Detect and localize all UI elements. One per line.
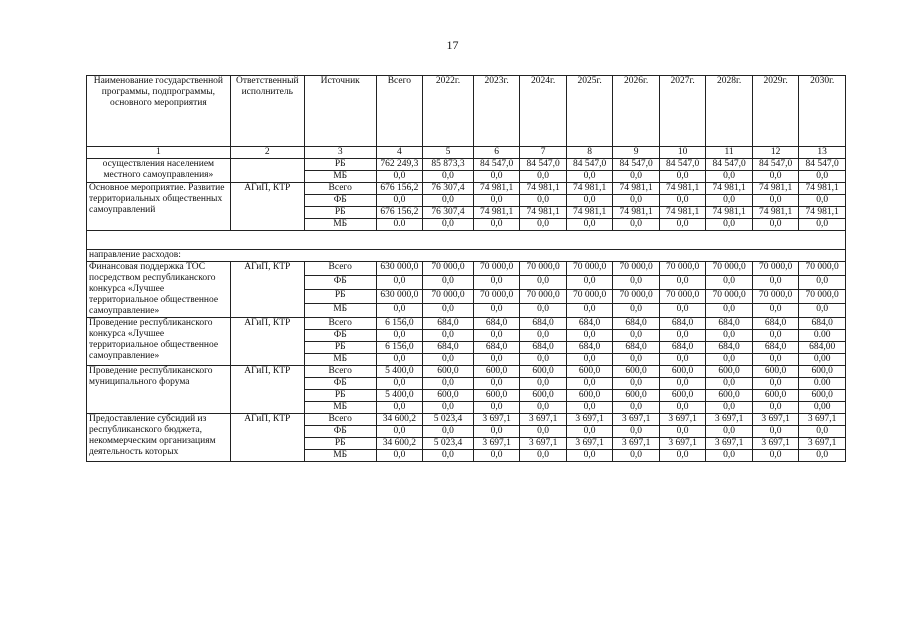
year-value: 0,0 (706, 354, 753, 366)
year-value: 74 981,1 (520, 207, 567, 219)
year-value: 0,0 (752, 450, 799, 462)
funding-source: МБ (304, 450, 376, 462)
year-value: 0,0 (423, 171, 474, 183)
total-value: 5 400,0 (376, 390, 423, 402)
year-value: 0,0 (799, 276, 846, 290)
funding-source: РБ (304, 390, 376, 402)
year-value: 684,0 (423, 342, 474, 354)
year-value: 0,0 (473, 276, 520, 290)
year-value: 76 307,4 (423, 207, 474, 219)
year-value: 0,0 (706, 450, 753, 462)
table-row (87, 318, 846, 330)
column-number: 12 (752, 147, 799, 159)
year-value: 0,0 (566, 330, 613, 342)
year-value: 74 981,1 (799, 207, 846, 219)
year-value: 0,0 (423, 195, 474, 207)
page-number: 17 (446, 38, 459, 52)
header-total: Всего (376, 76, 423, 147)
year-value: 3 697,1 (520, 414, 567, 426)
year-value: 74 981,1 (566, 183, 613, 195)
year-value: 0,0 (659, 219, 706, 231)
column-number: 8 (566, 147, 613, 159)
year-value: 0,0 (613, 330, 660, 342)
year-value: 0,0 (613, 378, 660, 390)
year-value: 0,0 (473, 354, 520, 366)
table-row (87, 414, 846, 426)
total-value: 0,0 (376, 330, 423, 342)
year-value: 74 981,1 (752, 183, 799, 195)
total-value: 34 600,2 (376, 438, 423, 450)
year-value: 0,0 (659, 195, 706, 207)
year-value: 600,0 (520, 366, 567, 378)
program-name: осуществления населением местного самоуправления» (87, 159, 231, 183)
funding-source: РБ (304, 290, 376, 304)
column-number: 11 (706, 147, 753, 159)
year-value: 0,0 (752, 171, 799, 183)
year-value: 70 000,0 (752, 290, 799, 304)
funding-source: МБ (304, 219, 376, 231)
year-value: 74 981,1 (473, 183, 520, 195)
header-year: 2026г. (613, 76, 660, 147)
total-value: 6 156,0 (376, 318, 423, 330)
total-value: 0,0 (376, 304, 423, 318)
year-value: 684,0 (566, 342, 613, 354)
year-value: 600,0 (659, 366, 706, 378)
year-value: 0,0 (473, 402, 520, 414)
year-value: 600,0 (613, 366, 660, 378)
year-value: 0,00 (799, 354, 846, 366)
year-value: 0,0 (659, 450, 706, 462)
year-value: 0,0 (706, 171, 753, 183)
year-value: 0,0 (566, 195, 613, 207)
total-value: 6 156,0 (376, 342, 423, 354)
year-value: 0,0 (423, 276, 474, 290)
funding-source: ФБ (304, 378, 376, 390)
year-value: 0,0 (613, 402, 660, 414)
year-value: 3 697,1 (752, 414, 799, 426)
year-value: 0,0 (659, 276, 706, 290)
year-value: 74 981,1 (659, 207, 706, 219)
funding-source: ФБ (304, 426, 376, 438)
year-value: 684,0 (613, 342, 660, 354)
year-value: 600,0 (799, 390, 846, 402)
program-name: Основное мероприятие. Развитие территориальных общественных самоуправлений (87, 183, 231, 231)
total-value: 630 000,0 (376, 290, 423, 304)
header-name: Наименование государственной программы, подпрограммы, основного мероприятия (87, 76, 231, 147)
total-value: 0,0 (376, 195, 423, 207)
year-value: 0,0 (752, 219, 799, 231)
header-year: 2030г. (799, 76, 846, 147)
header-year: 2022г. (423, 76, 474, 147)
year-value: 3 697,1 (473, 414, 520, 426)
year-value: 74 981,1 (706, 207, 753, 219)
year-value: 74 981,1 (473, 207, 520, 219)
header-year: 2028г. (706, 76, 753, 147)
year-value: 0,0 (659, 402, 706, 414)
year-value: 0,0 (566, 378, 613, 390)
year-value: 70 000,0 (613, 290, 660, 304)
year-value: 3 697,1 (473, 438, 520, 450)
year-value: 0,0 (752, 378, 799, 390)
year-value: 684,0 (423, 318, 474, 330)
year-value: 684,0 (473, 342, 520, 354)
column-number: 10 (659, 147, 706, 159)
year-value: 684,0 (706, 342, 753, 354)
year-value: 0,0 (706, 304, 753, 318)
year-value: 84 547,0 (752, 159, 799, 171)
year-value: 684,0 (566, 318, 613, 330)
year-value: 600,0 (566, 366, 613, 378)
direction-label: направление расходов: (87, 250, 846, 262)
program-name: Финансовая поддержка ТОС посредством республиканского конкурса «Лучшее территориальное общественное самоуправление» (87, 262, 231, 318)
budget-table (86, 75, 846, 462)
year-value: 0,0 (613, 195, 660, 207)
year-value: 600,0 (520, 390, 567, 402)
total-value: 0.0 (376, 219, 423, 231)
year-value: 0,0 (659, 426, 706, 438)
total-value: 0,0 (376, 402, 423, 414)
year-value: 684,0 (659, 318, 706, 330)
year-value: 0,0 (473, 378, 520, 390)
year-value: 0,0 (613, 304, 660, 318)
year-value: 70 000,0 (706, 290, 753, 304)
year-value: 0,0 (659, 171, 706, 183)
responsible-executor: АГиП, КТР (230, 414, 304, 462)
table-row (87, 159, 846, 171)
total-value: 0,0 (376, 276, 423, 290)
header-year: 2023г. (473, 76, 520, 147)
year-value: 0,0 (473, 426, 520, 438)
funding-source: Всего (304, 414, 376, 426)
year-value: 0,0 (752, 195, 799, 207)
year-value: 0,0 (706, 195, 753, 207)
year-value: 0,0 (473, 171, 520, 183)
total-value: 0,0 (376, 450, 423, 462)
column-number: 13 (799, 147, 846, 159)
year-value: 0,0 (423, 304, 474, 318)
column-number: 6 (473, 147, 520, 159)
funding-source: ФБ (304, 195, 376, 207)
column-number: 5 (423, 147, 474, 159)
header-responsible: Ответственный исполнитель (230, 76, 304, 147)
year-value: 74 981,1 (566, 207, 613, 219)
year-value: 3 697,1 (566, 438, 613, 450)
year-value: 600,0 (659, 390, 706, 402)
column-number: 2 (230, 147, 304, 159)
year-value: 0,0 (706, 330, 753, 342)
year-value: 74 981,1 (613, 183, 660, 195)
responsible-executor: АГиП, КТР (230, 366, 304, 414)
year-value: 0,0 (706, 219, 753, 231)
year-value: 70 000,0 (566, 262, 613, 276)
year-value: 0,0 (752, 402, 799, 414)
year-value: 600,0 (613, 390, 660, 402)
year-value: 0,0 (613, 171, 660, 183)
funding-source: ФБ (304, 330, 376, 342)
year-value: 3 697,1 (659, 414, 706, 426)
header-row (87, 76, 846, 147)
year-value: 0,0 (423, 378, 474, 390)
year-value: 84 547,0 (566, 159, 613, 171)
table-row (87, 183, 846, 195)
year-value: 0,0 (423, 426, 474, 438)
column-number: 3 (304, 147, 376, 159)
funding-source: МБ (304, 354, 376, 366)
total-value: 0,0 (376, 171, 423, 183)
year-value: 70 000,0 (659, 290, 706, 304)
program-name: Проведение республиканского конкурса «Лучшее территориальное общественное самоуправление» (87, 318, 231, 366)
year-value: 0,0 (799, 426, 846, 438)
header-year: 2029г. (752, 76, 799, 147)
year-value: 0,0 (566, 304, 613, 318)
year-value: 600,0 (752, 390, 799, 402)
year-value: 0,0 (520, 276, 567, 290)
year-value: 85 873,3 (423, 159, 474, 171)
header-source: Источник (304, 76, 376, 147)
total-value: 676 156,2 (376, 183, 423, 195)
year-value: 0,0 (752, 426, 799, 438)
year-value: 0,0 (566, 450, 613, 462)
year-value: 0,0 (520, 219, 567, 231)
year-value: 0,0 (613, 426, 660, 438)
year-value: 0,0 (613, 450, 660, 462)
responsible-executor: АГиП, КТР (230, 183, 304, 231)
column-number-row (87, 147, 846, 159)
year-value: 0,0 (520, 330, 567, 342)
year-value: 0,0 (799, 219, 846, 231)
year-value: 0,0 (613, 276, 660, 290)
year-value: 600,0 (799, 366, 846, 378)
year-value: 70 000,0 (473, 290, 520, 304)
year-value: 70 000,0 (520, 262, 567, 276)
spacer-row (87, 231, 846, 250)
column-number: 7 (520, 147, 567, 159)
year-value: 0,0 (566, 402, 613, 414)
direction-row (87, 250, 846, 262)
year-value: 3 697,1 (799, 414, 846, 426)
year-value: 684,0 (613, 318, 660, 330)
year-value: 74 981,1 (799, 183, 846, 195)
year-value: 0,0 (520, 304, 567, 318)
year-value: 600,0 (706, 366, 753, 378)
year-value: 74 981,1 (659, 183, 706, 195)
funding-source: ФБ (304, 276, 376, 290)
year-value: 0,0 (520, 402, 567, 414)
year-value: 0,0 (520, 450, 567, 462)
funding-source: Всего (304, 183, 376, 195)
funding-source: РБ (304, 159, 376, 171)
year-value: 70 000,0 (473, 262, 520, 276)
year-value: 5 023,4 (423, 414, 474, 426)
year-value: 5 023,4 (423, 438, 474, 450)
year-value: 0,0 (752, 330, 799, 342)
year-value: 0,0 (706, 378, 753, 390)
year-value: 0,0 (752, 304, 799, 318)
year-value: 600,0 (566, 390, 613, 402)
year-value: 3 697,1 (799, 438, 846, 450)
year-value: 70 000,0 (799, 290, 846, 304)
year-value: 600,0 (706, 390, 753, 402)
year-value: 0,0 (752, 276, 799, 290)
year-value: 0,0 (520, 171, 567, 183)
year-value: 3 697,1 (706, 438, 753, 450)
year-value: 84 547,0 (473, 159, 520, 171)
year-value: 70 000,0 (423, 290, 474, 304)
year-value: 684,0 (520, 318, 567, 330)
year-value: 0,00 (799, 402, 846, 414)
header-year: 2024г. (520, 76, 567, 147)
year-value: 0,0 (423, 219, 474, 231)
year-value: 3 697,1 (659, 438, 706, 450)
total-value: 762 249,3 (376, 159, 423, 171)
year-value: 600,0 (752, 366, 799, 378)
year-value: 3 697,1 (566, 414, 613, 426)
year-value: 0,0 (659, 378, 706, 390)
responsible-executor: АГиП, КТР (230, 262, 304, 318)
year-value: 84 547,0 (520, 159, 567, 171)
year-value: 0,0 (752, 354, 799, 366)
year-value: 684,0 (752, 342, 799, 354)
year-value: 600,0 (473, 390, 520, 402)
funding-source: Всего (304, 318, 376, 330)
year-value: 0,0 (520, 195, 567, 207)
year-value: 70 000,0 (659, 262, 706, 276)
year-value: 0,0 (520, 354, 567, 366)
year-value: 684,0 (799, 318, 846, 330)
year-value: 0.00 (799, 378, 846, 390)
column-number: 1 (87, 147, 231, 159)
total-value: 5 400,0 (376, 366, 423, 378)
header-year: 2025г. (566, 76, 613, 147)
column-number: 4 (376, 147, 423, 159)
column-number: 9 (613, 147, 660, 159)
year-value: 76 307,4 (423, 183, 474, 195)
year-value: 0,0 (659, 304, 706, 318)
year-value: 3 697,1 (613, 414, 660, 426)
year-value: 0.00 (799, 330, 846, 342)
total-value: 0,0 (376, 426, 423, 438)
year-value: 684,0 (752, 318, 799, 330)
year-value: 684,0 (659, 342, 706, 354)
year-value: 70 000,0 (423, 262, 474, 276)
year-value: 0,0 (566, 276, 613, 290)
year-value: 0,0 (613, 354, 660, 366)
year-value: 0,0 (613, 219, 660, 231)
year-value: 0,0 (799, 450, 846, 462)
year-value: 0,0 (706, 426, 753, 438)
year-value: 600,0 (473, 366, 520, 378)
year-value: 74 981,1 (706, 183, 753, 195)
total-value: 0,0 (376, 354, 423, 366)
year-value: 3 697,1 (706, 414, 753, 426)
year-value: 70 000,0 (566, 290, 613, 304)
year-value: 84 547,0 (659, 159, 706, 171)
year-value: 0,0 (423, 450, 474, 462)
year-value: 0,0 (423, 354, 474, 366)
year-value: 0,0 (473, 304, 520, 318)
funding-source: РБ (304, 438, 376, 450)
year-value: 70 000,0 (799, 262, 846, 276)
year-value: 0,0 (799, 195, 846, 207)
year-value: 684,0 (706, 318, 753, 330)
year-value: 0,0 (473, 450, 520, 462)
responsible-executor: АГиП, КТР (230, 318, 304, 366)
program-name: Предоставление субсидий из республиканского бюджета, некоммерческим организациям деятельность которых (87, 414, 231, 462)
responsible-executor (230, 159, 304, 183)
year-value: 0,0 (566, 219, 613, 231)
year-value: 600,0 (423, 366, 474, 378)
year-value: 70 000,0 (706, 262, 753, 276)
year-value: 684,0 (520, 342, 567, 354)
funding-source: РБ (304, 342, 376, 354)
year-value: 684,0 (473, 318, 520, 330)
year-value: 0,0 (423, 402, 474, 414)
year-value: 84 547,0 (706, 159, 753, 171)
funding-source: Всего (304, 366, 376, 378)
year-value: 84 547,0 (799, 159, 846, 171)
year-value: 74 981,1 (520, 183, 567, 195)
year-value: 0,0 (473, 219, 520, 231)
year-value: 0,0 (799, 171, 846, 183)
year-value: 0,0 (659, 354, 706, 366)
funding-source: МБ (304, 171, 376, 183)
table-body (87, 159, 846, 462)
year-value: 0,0 (659, 330, 706, 342)
total-value: 630 000,0 (376, 262, 423, 276)
total-value: 676 156,2 (376, 207, 423, 219)
total-value: 34 600,2 (376, 414, 423, 426)
funding-source: Всего (304, 262, 376, 276)
year-value: 3 697,1 (520, 438, 567, 450)
year-value: 70 000,0 (752, 262, 799, 276)
year-value: 70 000,0 (520, 290, 567, 304)
program-name: Проведение республиканского муниципального форума (87, 366, 231, 414)
year-value: 0,0 (520, 378, 567, 390)
year-value: 84 547,0 (613, 159, 660, 171)
year-value: 0,0 (566, 426, 613, 438)
year-value: 0,0 (566, 171, 613, 183)
year-value: 0,0 (706, 276, 753, 290)
year-value: 74 981,1 (752, 207, 799, 219)
year-value: 600,0 (423, 390, 474, 402)
header-year: 2027г. (659, 76, 706, 147)
funding-source: МБ (304, 304, 376, 318)
year-value: 0,0 (520, 426, 567, 438)
spacer-cell (87, 231, 846, 250)
year-value: 0,0 (799, 304, 846, 318)
year-value: 3 697,1 (613, 438, 660, 450)
year-value: 0,0 (706, 402, 753, 414)
year-value: 0,0 (473, 195, 520, 207)
year-value: 70 000,0 (613, 262, 660, 276)
year-value: 684,00 (799, 342, 846, 354)
table-row (87, 366, 846, 378)
year-value: 74 981,1 (613, 207, 660, 219)
funding-source: МБ (304, 402, 376, 414)
table-row (87, 262, 846, 276)
year-value: 0,0 (423, 330, 474, 342)
total-value: 0,0 (376, 378, 423, 390)
year-value: 0,0 (566, 354, 613, 366)
funding-source: РБ (304, 207, 376, 219)
year-value: 0,0 (473, 330, 520, 342)
year-value: 3 697,1 (752, 438, 799, 450)
